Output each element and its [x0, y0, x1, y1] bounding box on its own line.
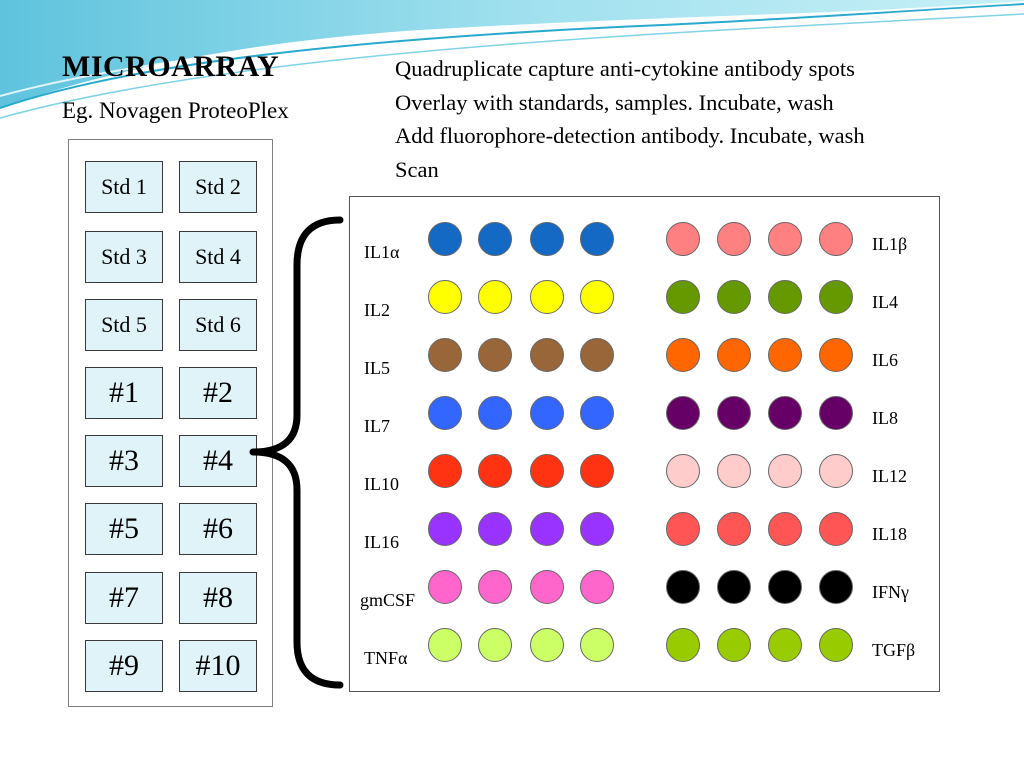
spot-right	[819, 280, 853, 314]
spot-right	[666, 512, 700, 546]
antibody-array-panel	[349, 196, 940, 692]
cytokine-label-right: TGFβ	[872, 640, 916, 660]
spot-right	[666, 570, 700, 604]
spot-left	[428, 338, 462, 372]
spot-right	[666, 280, 700, 314]
well-std-3: Std 3	[85, 231, 163, 283]
well-sample-2: #2	[179, 367, 257, 419]
spot-right	[717, 512, 751, 546]
spot-right	[819, 222, 853, 256]
spot-right	[717, 454, 751, 488]
spot-left	[478, 338, 512, 372]
cytokine-label-left: IL16	[364, 532, 399, 552]
spot-right	[717, 338, 751, 372]
spot-left	[530, 570, 564, 604]
well-sample-3: #3	[85, 435, 163, 487]
spot-left	[428, 512, 462, 546]
well-std-5: Std 5	[85, 299, 163, 351]
spot-left	[580, 396, 614, 430]
spot-left	[428, 280, 462, 314]
step-item: Scan	[395, 156, 439, 182]
cytokine-label-right: IL18	[872, 524, 907, 544]
spot-left	[530, 512, 564, 546]
well-sample-5: #5	[85, 503, 163, 555]
step-item: Add fluorophore-detection antibody. Incubate, wash	[395, 123, 865, 148]
spot-left	[428, 454, 462, 488]
cytokine-label-left: IL1α	[364, 242, 400, 262]
cytokine-label-left: gmCSF	[360, 590, 416, 610]
cytokine-label-left: IL2	[364, 300, 390, 320]
spot-right	[666, 222, 700, 256]
step-item: Overlay with standards, samples. Incubate, wash	[395, 89, 834, 115]
spot-left	[478, 222, 512, 256]
spot-right	[717, 222, 751, 256]
cytokine-label-left: IL5	[364, 358, 390, 378]
spot-right	[768, 454, 802, 488]
spot-left	[530, 454, 564, 488]
spot-right	[666, 454, 700, 488]
spot-right	[768, 628, 802, 662]
spot-left	[478, 512, 512, 546]
spot-left	[580, 512, 614, 546]
page-title: MICROARRAY	[62, 50, 280, 83]
spot-right	[819, 396, 853, 430]
well-std-1: Std 1	[85, 161, 163, 213]
spot-right	[768, 280, 802, 314]
spot-left	[478, 454, 512, 488]
spot-left	[580, 222, 614, 256]
cytokine-label-right: IL1β	[872, 234, 908, 254]
spot-right	[819, 570, 853, 604]
spot-left	[580, 628, 614, 662]
spot-left	[428, 570, 462, 604]
spot-right	[717, 628, 751, 662]
well-sample-9: #9	[85, 640, 163, 692]
spot-left	[580, 280, 614, 314]
well-sample-8: #8	[179, 572, 257, 624]
cytokine-label-right: IL6	[872, 350, 898, 370]
spot-right	[768, 396, 802, 430]
spot-left	[530, 396, 564, 430]
spot-left	[580, 570, 614, 604]
cytokine-label-left: TNFα	[364, 648, 408, 668]
step-item: Quadruplicate capture anti-cytokine antibody spots	[395, 56, 855, 81]
spot-left	[428, 222, 462, 256]
spot-left	[530, 338, 564, 372]
spot-right	[819, 512, 853, 546]
cytokine-label-left: IL7	[364, 416, 390, 436]
spot-right	[717, 280, 751, 314]
cytokine-label-left: IL10	[364, 474, 399, 494]
curly-brace-connector	[235, 210, 345, 695]
spot-right	[666, 628, 700, 662]
spot-left	[580, 454, 614, 488]
procedure-steps	[395, 52, 865, 186]
spot-left	[478, 628, 512, 662]
well-sample-1: #1	[85, 367, 163, 419]
cytokine-label-right: IL12	[872, 466, 907, 486]
spot-right	[768, 222, 802, 256]
spot-right	[717, 570, 751, 604]
spot-left	[530, 222, 564, 256]
cytokine-label-right: IL8	[872, 408, 898, 428]
spot-left	[428, 628, 462, 662]
spot-left	[478, 396, 512, 430]
cytokine-label-right: IL4	[872, 292, 898, 312]
well-std-4: Std 4	[179, 231, 257, 283]
spot-right	[717, 396, 751, 430]
spot-left	[530, 280, 564, 314]
spot-right	[666, 396, 700, 430]
well-std-6: Std 6	[179, 299, 257, 351]
spot-left	[428, 396, 462, 430]
spot-right	[768, 338, 802, 372]
spot-left	[530, 628, 564, 662]
page-subtitle: Eg. Novagen ProteoPlex	[62, 98, 289, 123]
spot-right	[819, 338, 853, 372]
spot-left	[580, 338, 614, 372]
cytokine-label-right: IFNγ	[872, 582, 909, 602]
spot-right	[768, 512, 802, 546]
spot-right	[768, 570, 802, 604]
well-sample-4: #4	[179, 435, 257, 487]
well-sample-7: #7	[85, 572, 163, 624]
well-sample-10: #10	[179, 640, 257, 692]
well-sample-6: #6	[179, 503, 257, 555]
spot-left	[478, 570, 512, 604]
spot-right	[666, 338, 700, 372]
spot-right	[819, 454, 853, 488]
spot-left	[478, 280, 512, 314]
spot-right	[819, 628, 853, 662]
well-std-2: Std 2	[179, 161, 257, 213]
